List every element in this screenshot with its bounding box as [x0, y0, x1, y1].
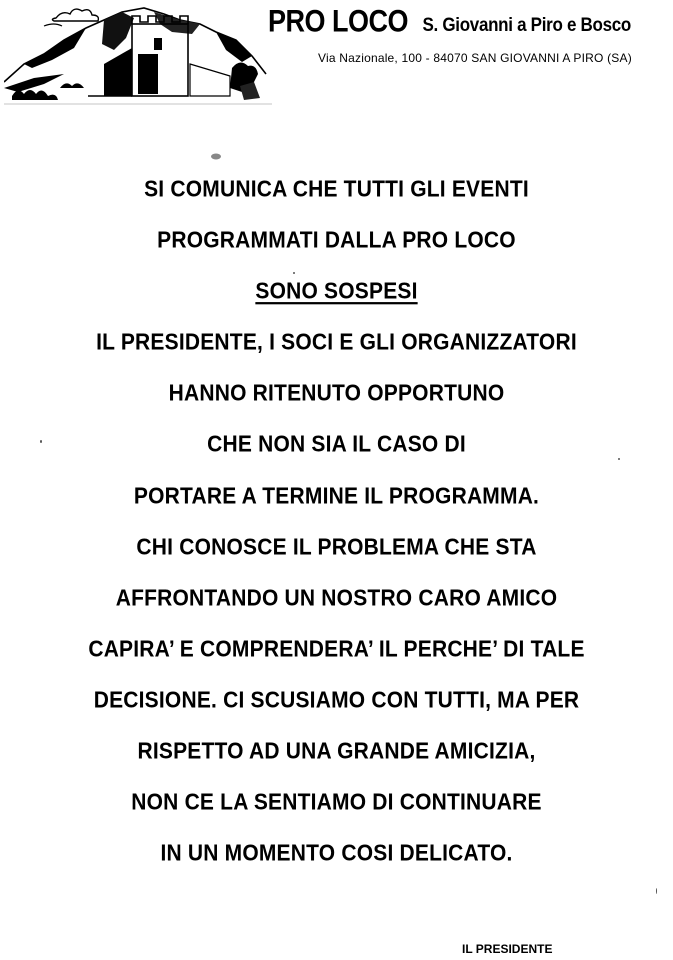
- notice-line: IN UN MOMENTO COSI DELICATO.: [160, 840, 513, 867]
- organization-name: PRO LOCO: [268, 3, 409, 39]
- notice-line: IL PRESIDENTE, I SOCI E GLI ORGANIZZATORI: [96, 329, 577, 356]
- organization-title: [268, 3, 632, 39]
- notice-line: AFFRONTANDO UN NOSTRO CARO AMICO: [115, 585, 558, 612]
- notice-line: RISPETTO AD UNA GRANDE AMICIZIA,: [137, 738, 536, 765]
- organization-town: S. Giovanni a Piro e Bosco: [422, 13, 632, 36]
- scan-speck: [40, 440, 42, 443]
- notice-body: [0, 172, 673, 887]
- scan-speck: [656, 888, 657, 894]
- notice-line: SI COMUNICA CHE TUTTI GLI EVENTI: [144, 176, 529, 203]
- organization-address: Via Nazionale, 100 - 84070 SAN GIOVANNI A PIRO (SA): [318, 51, 632, 65]
- scan-speck: [293, 272, 295, 274]
- notice-line: CHE NON SIA IL CASO DI: [207, 432, 466, 458]
- notice-line: PROGRAMMATI DALLA PRO LOCO: [157, 227, 516, 254]
- letterhead: [0, 0, 673, 110]
- notice-line: NON CE LA SENTIAMO DI CONTINUARE: [131, 789, 542, 816]
- notice-line-suspended: SONO SOSPESI: [255, 278, 418, 305]
- pro-loco-logo: [4, 4, 272, 108]
- notice-line: HANNO RITENUTO OPPORTUNO: [168, 380, 505, 407]
- scan-speck: [618, 458, 620, 460]
- notice-line: PORTARE A TERMINE IL PROGRAMMA.: [133, 483, 540, 509]
- ink-smudge-icon: [210, 152, 222, 161]
- signature-label: IL PRESIDENTE: [462, 942, 553, 956]
- notice-line: CAPIRA’ E COMPRENDERA’ IL PERCHE’ DI TALE: [88, 636, 585, 663]
- notice-line: CHI CONOSCE IL PROBLEMA CHE STA: [136, 534, 537, 560]
- notice-line: DECISIONE. CI SCUSIAMO CON TUTTI, MA PER: [93, 687, 580, 714]
